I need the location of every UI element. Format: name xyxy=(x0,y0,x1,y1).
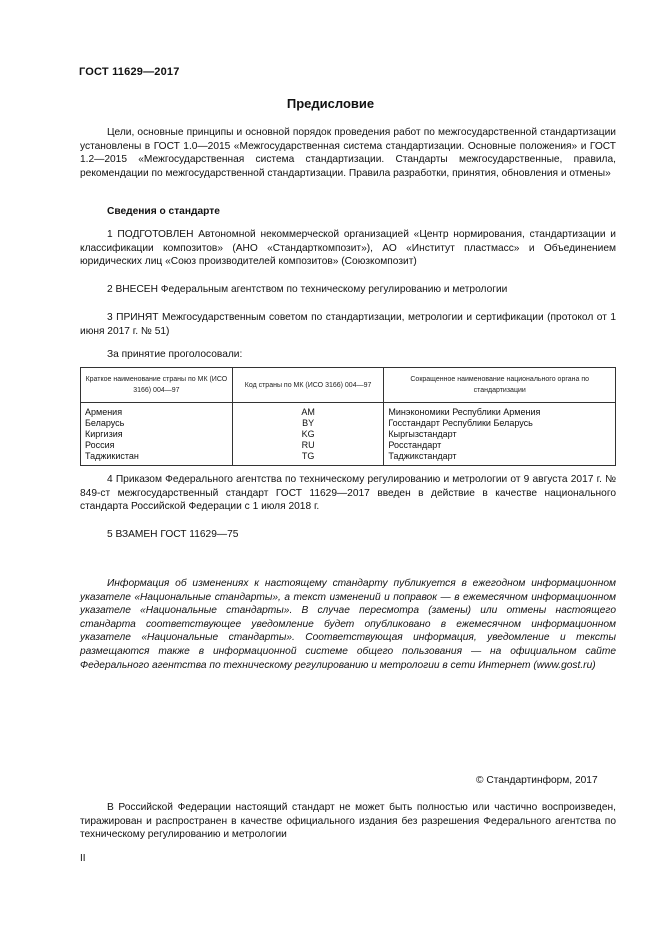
country-code-cell: AM xyxy=(232,403,384,419)
page-title: Предисловие xyxy=(286,96,375,111)
country-code-cell: TG xyxy=(232,451,384,466)
voting-countries-table xyxy=(80,367,616,466)
national-body-cell: Минэкономики Республики Армения xyxy=(384,403,616,419)
item-2-text: 2 ВНЕСЕН Федеральным агентством по техническому регулированию и метрологии xyxy=(107,284,508,295)
copyright-notice: © Стандартинформ, 2017 xyxy=(476,775,598,786)
item-5-replaces xyxy=(80,528,616,542)
document-code-header: ГОСТ 11629—2017 xyxy=(79,66,180,78)
intro-text: Цели, основные принципы и основной порядок проведения работ по межгосударственной стандартизации установлены в ГОСТ 1.0—2015 «Межгосударственная система стандартизации. Основные положения» и ГОСТ 1.2—2015 «Межгосударственная система стандартизации. Стандарты межгосударственные, правила, рекомендации по межгосударственной стандартизации. Правила разработки, принятия, обновления и отмены» xyxy=(80,127,616,179)
header-country-name: Краткое наименование страны по МК (ИСО 3166) 004—97 xyxy=(81,368,233,403)
item-4-order xyxy=(80,473,616,514)
header-country-code: Код страны по МК (ИСО 3166) 004—97 xyxy=(232,368,384,403)
change-notice-text: Информация об изменениях к настоящему стандарту публикуется в ежегодном информационном указателе «Национальные стандарты», а текст изменений и поправок — в ежемесячном информационном указателе «Национальные стандарты». В случае пересмотра (замены) или отмены настоящего стандарта соответствующее уведомление будет опубликовано в ежемесячном информационном указателе «Национальные стандарты». Соответствующая информация, уведомление и тексты размещаются также в информационной системе общего пользования — на официальном сайте Федерального агентства по техническому регулированию и метрологии в сети Интернет (www.gost.ru) xyxy=(80,578,616,671)
page-number: II xyxy=(80,853,86,864)
country-name-cell: Таджикистан xyxy=(81,451,233,466)
table-row xyxy=(81,429,616,440)
item-1-prepared xyxy=(80,228,616,269)
change-notice xyxy=(80,577,616,672)
country-name-cell: Россия xyxy=(81,440,233,451)
table-row xyxy=(81,451,616,466)
table-row xyxy=(81,440,616,451)
country-code-cell: BY xyxy=(232,418,384,429)
table-row xyxy=(81,418,616,429)
info-heading xyxy=(80,205,616,219)
country-code-cell: KG xyxy=(232,429,384,440)
national-body-cell: Росстандарт xyxy=(384,440,616,451)
legal-notice-text: В Российской Федерации настоящий стандарт не может быть полностью или частично воспроизведен, тиражирован и распространен в качестве официального издания без разрешения Федерального агентства по техническому регулированию и метрологии xyxy=(80,802,616,841)
national-body-cell: Кыргызстандарт xyxy=(384,429,616,440)
national-body-cell: Госстандарт Республики Беларусь xyxy=(384,418,616,429)
info-heading-text: Сведения о стандарте xyxy=(107,206,220,217)
table-header-row xyxy=(81,368,616,403)
country-name-cell: Киргизия xyxy=(81,429,233,440)
item-5-text: 5 ВЗАМЕН ГОСТ 11629—75 xyxy=(107,529,239,540)
item-2-submitted xyxy=(80,283,616,297)
vote-label xyxy=(80,348,616,362)
country-code-cell: RU xyxy=(232,440,384,451)
country-name-cell: Беларусь xyxy=(81,418,233,429)
item-1-text: 1 ПОДГОТОВЛЕН Автономной некоммерческой организацией «Центр нормирования, стандартизации и классификации композитов» (АНО «Стандарткомпозит»), АО «Институт пластмасс» и Объединением юридических лиц «Союз производителей композитов» (Союзкомпозит) xyxy=(80,229,616,268)
header-national-body: Сокращенное наименование национального органа по стандартизации xyxy=(384,368,616,403)
table-row xyxy=(81,403,616,419)
national-body-cell: Таджикстандарт xyxy=(384,451,616,466)
intro-paragraph xyxy=(80,126,616,180)
item-4-text: 4 Приказом Федерального агентства по техническому регулированию и метрологии от 9 августа 2017 г. № 849-ст межгосударственный стандарт ГОСТ 11629—2017 введен в действие в качестве национального стандарта Российской Федерации с 1 июля 2018 г. xyxy=(80,474,616,513)
legal-notice xyxy=(80,801,616,842)
country-name-cell: Армения xyxy=(81,403,233,419)
vote-label-text: За принятие проголосовали: xyxy=(107,349,243,360)
item-3-adopted xyxy=(80,311,616,338)
item-3-text: 3 ПРИНЯТ Межгосударственным советом по стандартизации, метрологии и сертификации (протокол от 1 июня 2017 г. № 51) xyxy=(80,312,616,337)
